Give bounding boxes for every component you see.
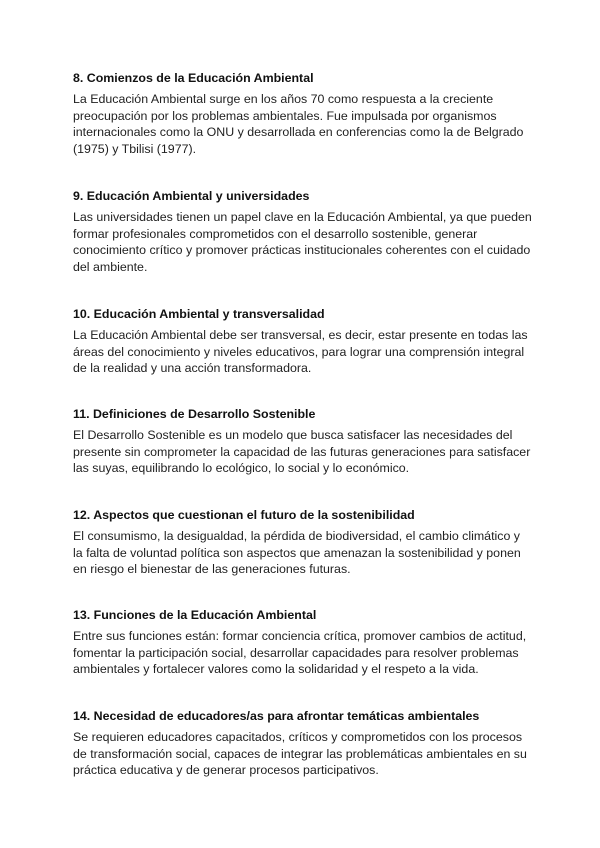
section-definiciones-desarrollo-sostenible [73,406,533,477]
section-paragraph: El Desarrollo Sostenible es un modelo que busca satisfacer las necesidades del presente sin comprometer la capacidad de las futuras generaciones para satisfacer las suyas, equilibrando lo ecológico, lo social y lo económico. [73,428,531,476]
section-comienzos-educacion-ambiental [73,70,533,157]
section-paragraph: La Educación Ambiental surge en los años 70 como respuesta a la creciente preocupación por los problemas ambientales. Fue impulsada por organismos internacionales como la ONU y desarrollada en conferencias como la de Belgrado (1975) y Tbilisi (1977). [73,92,524,156]
section-heading: 9. Educación Ambiental y universidades [73,189,310,203]
section-heading: 11. Definiciones de Desarrollo Sostenible [73,407,316,421]
section-paragraph: Las universidades tienen un papel clave en la Educación Ambiental, ya que pueden formar profesionales comprometidos con el desarrollo sostenible, generar conocimiento crítico y promover prácticas institucionales coherentes con el cuidado del ambiente. [73,210,532,274]
section-heading: 14. Necesidad de educadores/as para afrontar temáticas ambientales [73,709,480,723]
section-paragraph: La Educación Ambiental debe ser transversal, es decir, estar presente en todas las áreas del conocimiento y niveles educativos, para lograr una comprensión integral de la realidad y una acción transformadora. [73,328,528,376]
section-heading: 10. Educación Ambiental y transversalidad [73,307,325,321]
section-aspectos-futuro-sostenibilidad [73,507,533,578]
section-necesidad-educadores [73,708,533,779]
section-paragraph: El consumismo, la desigualdad, la pérdida de biodiversidad, el cambio climático y la falta de voluntad política son aspectos que amenazan la sostenibilidad y ponen en riesgo el bienestar de las generaciones futuras. [73,529,521,577]
section-educacion-ambiental-universidades [73,188,533,275]
section-heading: 12. Aspectos que cuestionan el futuro de la sostenibilidad [73,508,415,522]
section-educacion-ambiental-transversalidad [73,306,533,377]
section-heading: 13. Funciones de la Educación Ambiental [73,608,317,622]
section-funciones-educacion-ambiental [73,607,533,678]
section-paragraph: Se requieren educadores capacitados, críticos y comprometidos con los procesos de transformación social, capaces de integrar las problemáticas ambientales en su práctica educativa y de generar procesos participativos. [73,730,527,778]
section-heading: 8. Comienzos de la Educación Ambiental [73,71,314,85]
section-paragraph: Entre sus funciones están: formar conciencia crítica, promover cambios de actitud, fomentar la participación social, desarrollar capacidades para resolver problemas ambientales y fortalecer valores como la solidaridad y el respeto a la vida. [73,629,527,677]
